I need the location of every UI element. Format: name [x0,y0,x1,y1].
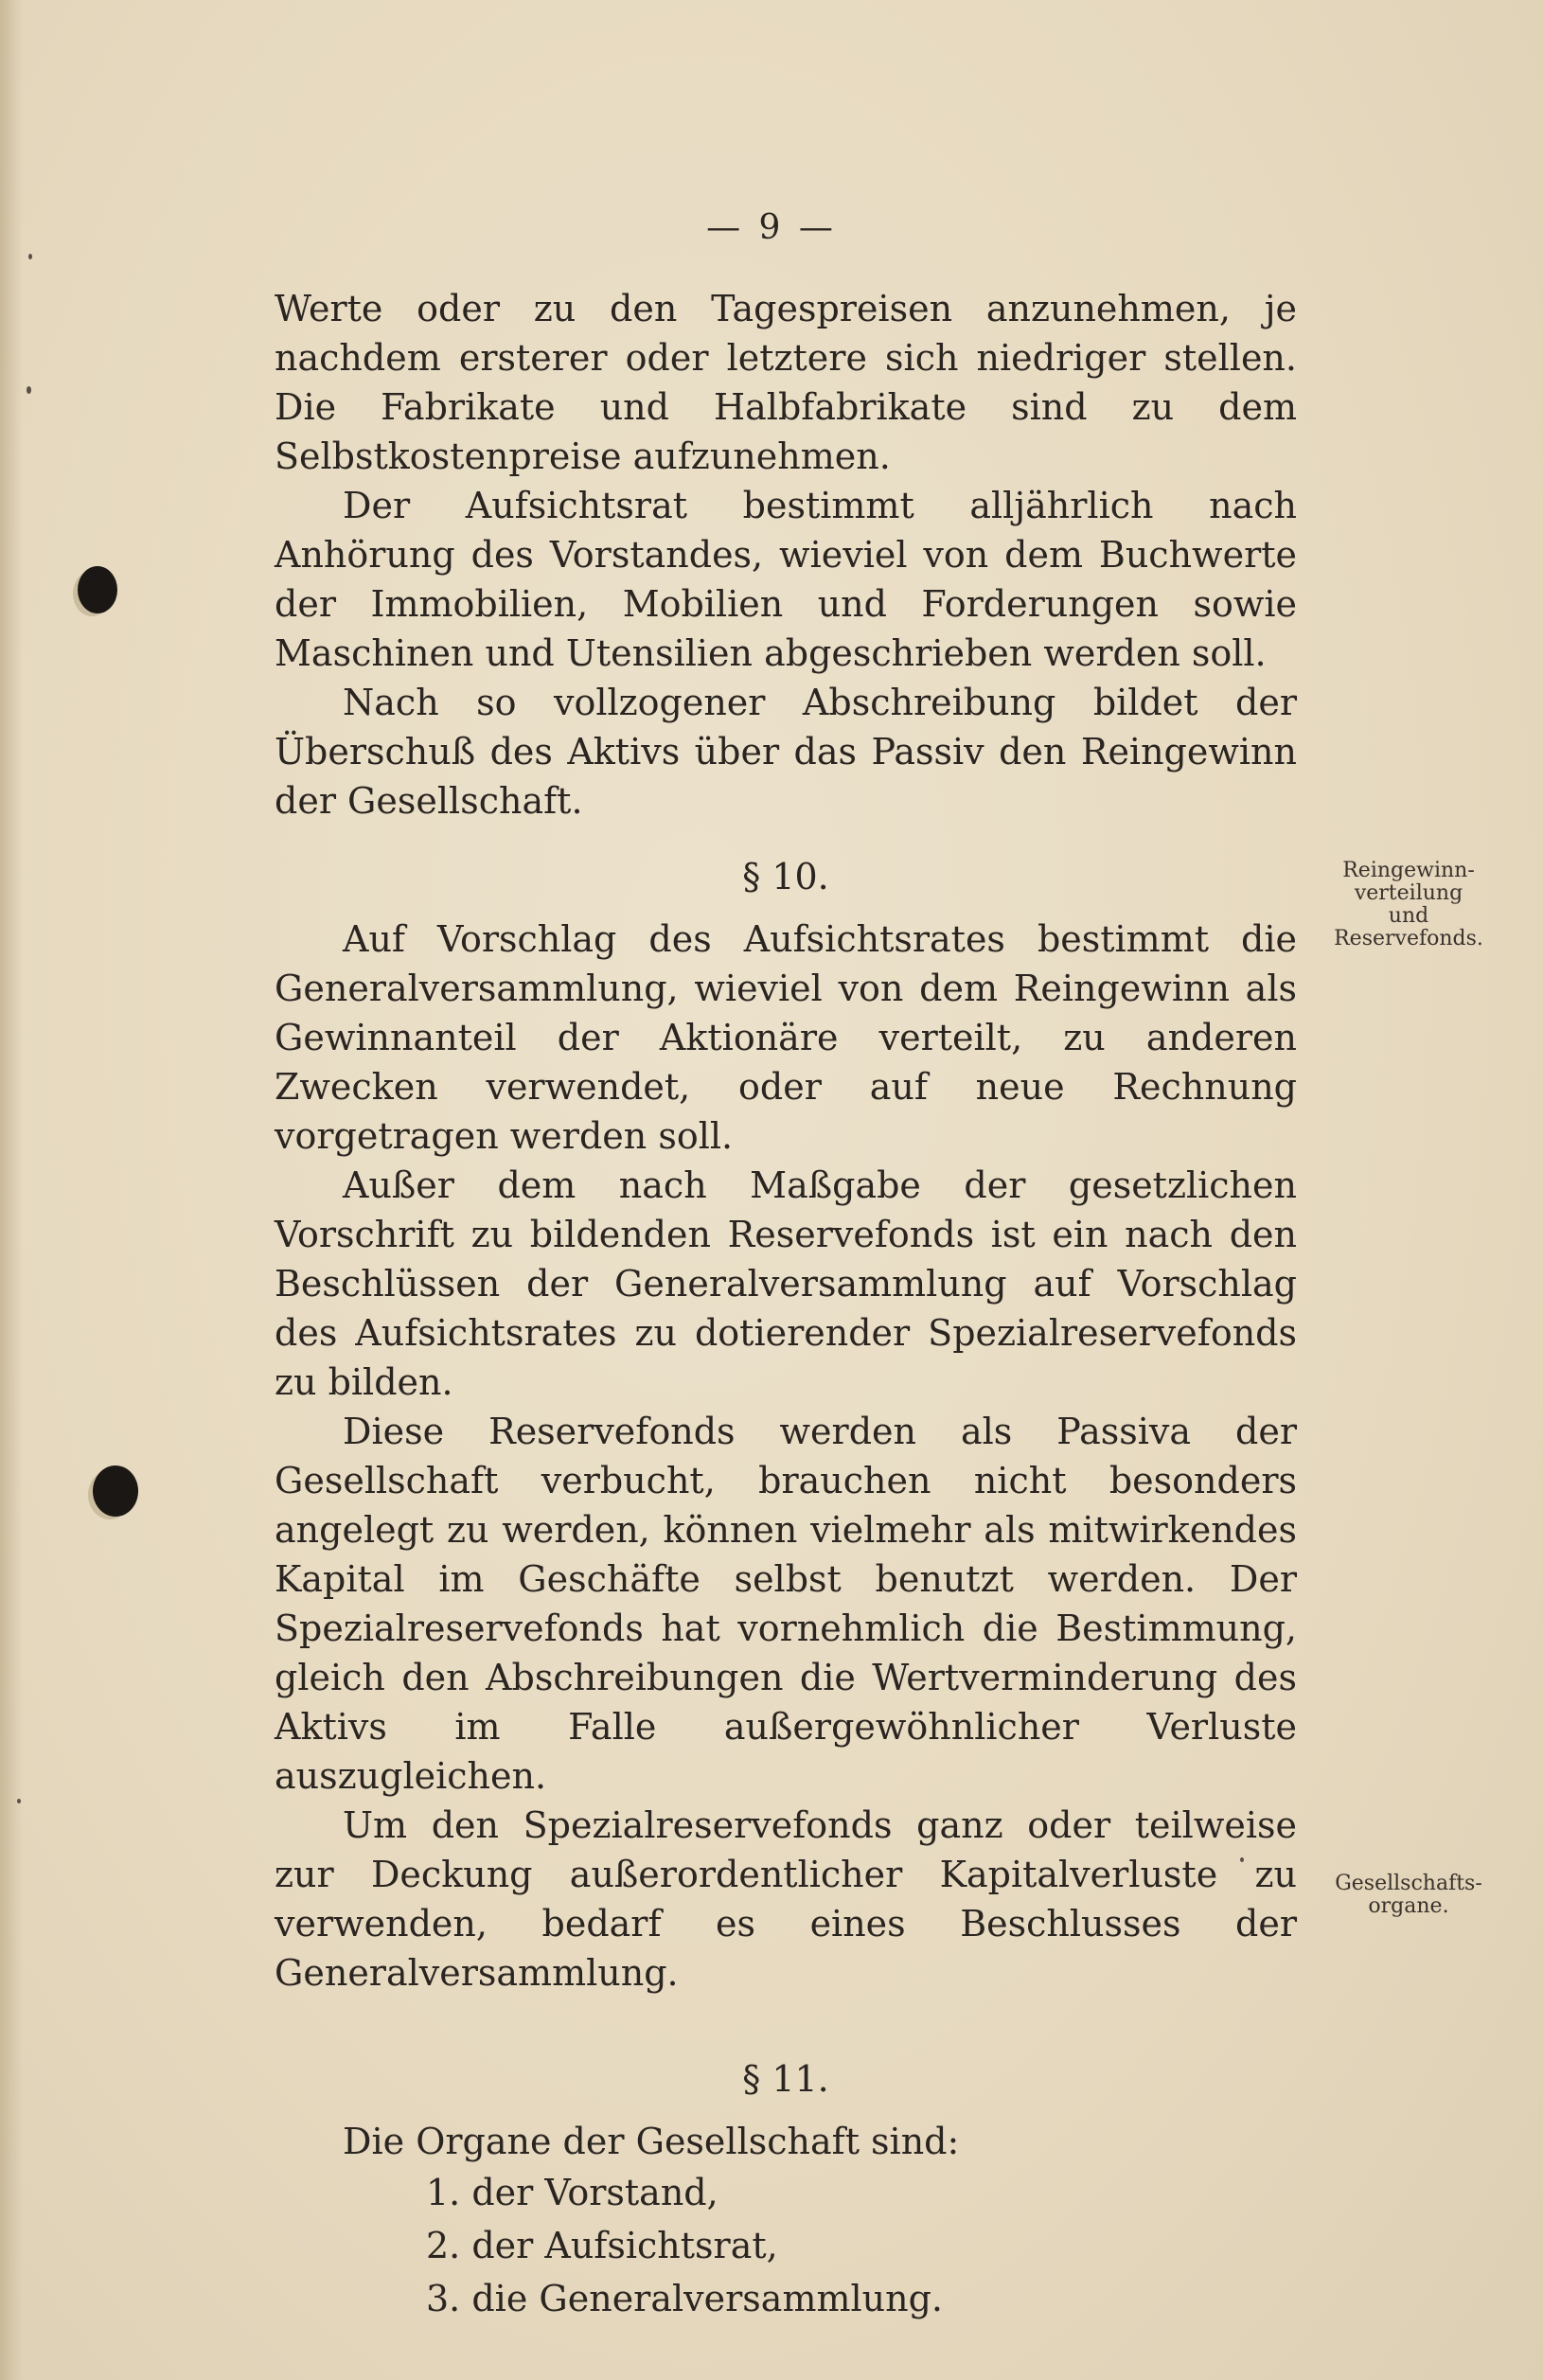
paper-speck [27,386,31,394]
paragraph: Um den Spezialreservefonds ganz oder teilweise zur Deckung außerordentlicher Kapitalverluste zu verwenden, bedarf es eines Beschlusses der Generalversammlung. [275,1804,1297,1994]
margin-note-line: organe. [1368,1894,1449,1918]
margin-note-line: Reservefonds. [1334,927,1483,950]
paper-speck [28,254,32,259]
paragraph: Nach so vollzogener Abschreibung bildet der Überschuß des Aktivs über das Passiv den Reingewinn der Gesellschaft. [275,682,1297,822]
page-number: — 9 — [706,208,837,247]
margin-note-organe [1314,1873,1503,1918]
list-item: 1. der Vorstand, [426,2172,718,2213]
section-heading-10: § 10. [742,856,829,897]
paragraph: Der Aufsichtsrat bestimmt alljährlich nach Anhörung des Vorstandes, wieviel von dem Buchwerte der Immobilien, Mobilien und Forderungen sowie Maschinen und Utensilien abgeschrieben werden soll. [275,485,1297,674]
margin-note-line: Reingewinn- [1342,859,1475,882]
margin-note-reingewinn [1314,860,1503,950]
paragraph: Auf Vorschlag des Aufsichtsrates bestimmt die Generalversammlung, wieviel von dem Reingewinn als Gewinnanteil der Aktionäre verteilt, zu anderen Zwecken verwendet, oder auf neue Rechnung vorgetragen werden soll. [275,918,1297,1157]
section-heading-11: § 11. [742,2058,829,2100]
paragraph: Die Organe der Gesellschaft sind: [343,2121,960,2162]
margin-note-line: und [1388,904,1429,928]
paragraph: Diese Reservefonds werden als Passiva der Gesellschaft verbucht, brauchen nicht besonders angelegt zu werden, können vielmehr als mitwirkendes Kapital im Geschäfte selbst benutzt werden. Der Spezialreservefonds hat vornehmlich die Bestimmung, gleich den Abschreibungen die Wertverminderung des Aktivs im Falle außergewöhnlicher Verluste auszugleichen. [275,1411,1297,1797]
punch-hole-icon [93,1465,138,1517]
punch-hole-icon [78,566,117,613]
margin-note-line: verteilung [1354,881,1463,905]
paragraph: Außer dem nach Maßgabe der gesetzlichen Vorschrift zu bildenden Reservefonds ist ein nach den Beschlüssen der Generalversammlung auf Vorschlag des Aufsichtsrates zu dotierender Spezialreservefonds zu bilden. [275,1164,1297,1403]
margin-note-line: Gesellschafts- [1335,1872,1482,1895]
spine-shadow [0,0,23,2380]
paper-speck [17,1799,21,1803]
main-text [275,284,1297,2325]
list-item: 2. der Aufsichtsrat, [426,2225,778,2266]
paragraph: Werte oder zu den Tagespreisen anzunehmen, je nachdem ersterer oder letztere sich niedriger stellen. Die Fabrikate und Halbfabrikate sind zu dem Selbstkostenpreise aufzunehmen. [275,288,1297,477]
organ-list [275,2166,1297,2325]
list-item: 3. die Generalversammlung. [426,2278,944,2319]
